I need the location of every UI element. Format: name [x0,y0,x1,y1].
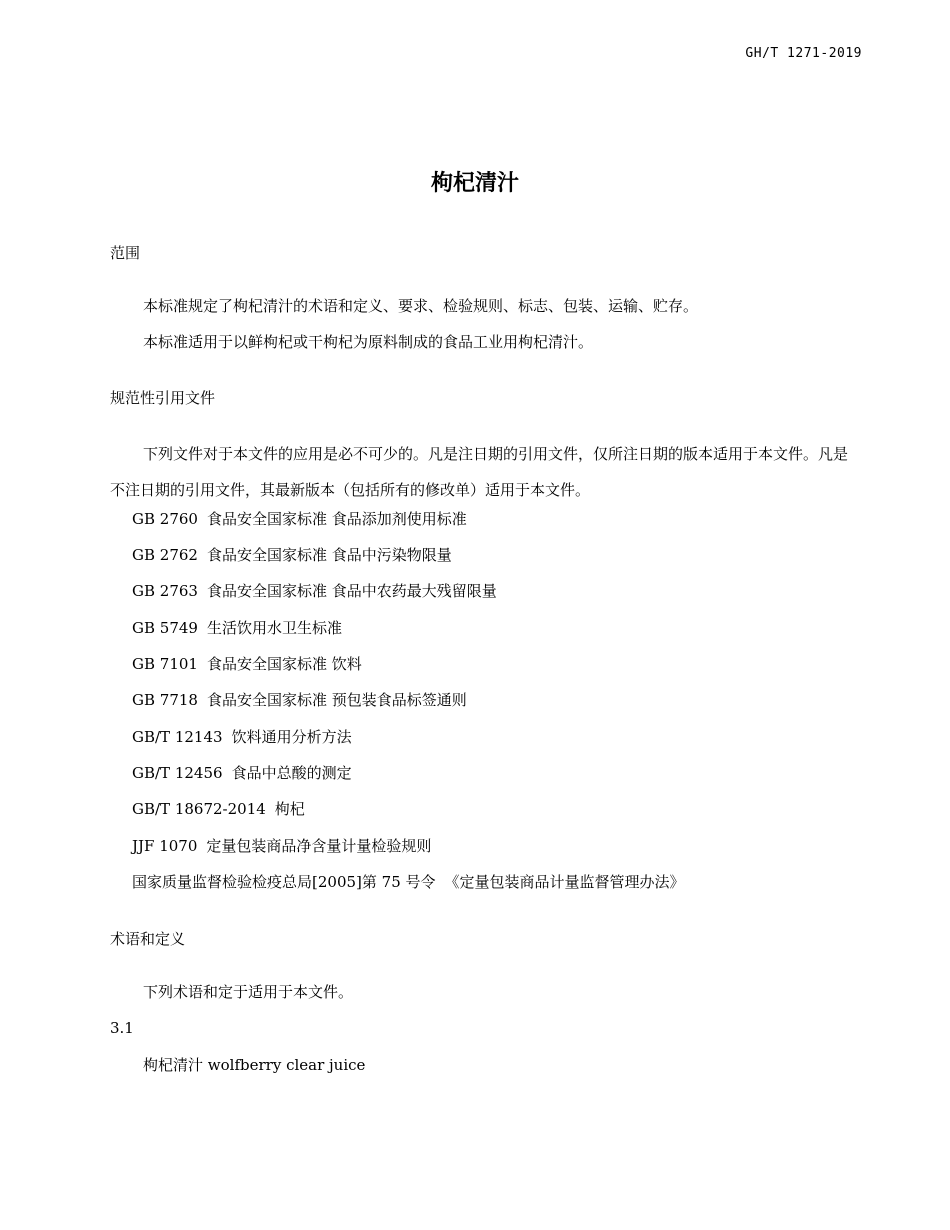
terms-intro: 下列术语和定于适用于本文件。 [143,983,354,1001]
section-heading-scope: 范围 [110,244,141,262]
reference-title: 食品安全国家标准 食品添加剂使用标准 [206,510,467,528]
term-number: 3.1 [110,1019,134,1037]
reference-item [132,872,685,892]
reference-title: 食品安全国家标准 食品中农药最大残留限量 [206,582,497,600]
term-entry [143,1054,365,1075]
reference-item [132,799,305,819]
reference-item [132,509,467,529]
reference-code: GB/T 12143 [132,728,223,746]
scope-paragraph: 本标准适用于以鲜枸杞或干枸杞为原料制成的食品工业用枸杞清汁。 [143,333,594,351]
reference-code: GB 5749 [132,619,198,637]
document-title: 枸杞清汁 [430,171,519,196]
reference-item [132,581,497,601]
reference-title: 《定量包装商品计量监督管理办法》 [444,873,685,891]
reference-title: 枸杞 [274,800,305,818]
reference-title: 食品安全国家标准 饮料 [206,655,362,673]
reference-code: GB 2760 [132,510,198,528]
reference-item [132,654,362,674]
reference-title: 食品安全国家标准 食品中污染物限量 [206,546,452,564]
section-heading-terms: 术语和定义 [110,930,186,948]
reference-item [132,836,431,856]
reference-title: 定量包装商品净含量计量检验规则 [206,837,432,855]
reference-code: GB 7718 [132,691,198,709]
reference-item [132,618,342,638]
reference-code: GB/T 12456 [132,764,223,782]
section-heading-references: 规范性引用文件 [110,389,216,407]
reference-title: 食品安全国家标准 预包装食品标签通则 [206,691,467,709]
reference-title: 饮料通用分析方法 [231,728,352,746]
document-code: GH/T 1271-2019 [745,46,862,61]
reference-item [132,763,352,783]
reference-title: 食品中总酸的测定 [231,764,352,782]
reference-item [132,727,352,747]
reference-code: GB/T 18672-2014 [132,800,266,818]
reference-code: GB 2763 [132,582,198,600]
reference-title: 生活饮用水卫生标准 [206,619,342,637]
references-intro: 下列文件对于本文件的应用是必不可少的。凡是注日期的引用文件，仅所注日期的版本适用于本文件。凡是不注日期的引用文件，其最新版本（包括所有的修改单）适用于本文件。 [110,445,849,499]
reference-item [132,690,467,710]
reference-code: GB 2762 [132,546,198,564]
reference-code: 国家质量监督检验检疫总局[2005]第 75 号令 [132,873,436,891]
term-english: wolfberry clear juice [207,1056,366,1074]
reference-code: GB 7101 [132,655,198,673]
term-chinese: 枸杞清汁 [143,1056,204,1074]
reference-item [132,545,452,565]
scope-paragraph: 本标准规定了枸杞清汁的术语和定义、要求、检验规则、标志、包装、运输、贮存。 [143,297,699,315]
reference-code: JJF 1070 [132,837,198,855]
